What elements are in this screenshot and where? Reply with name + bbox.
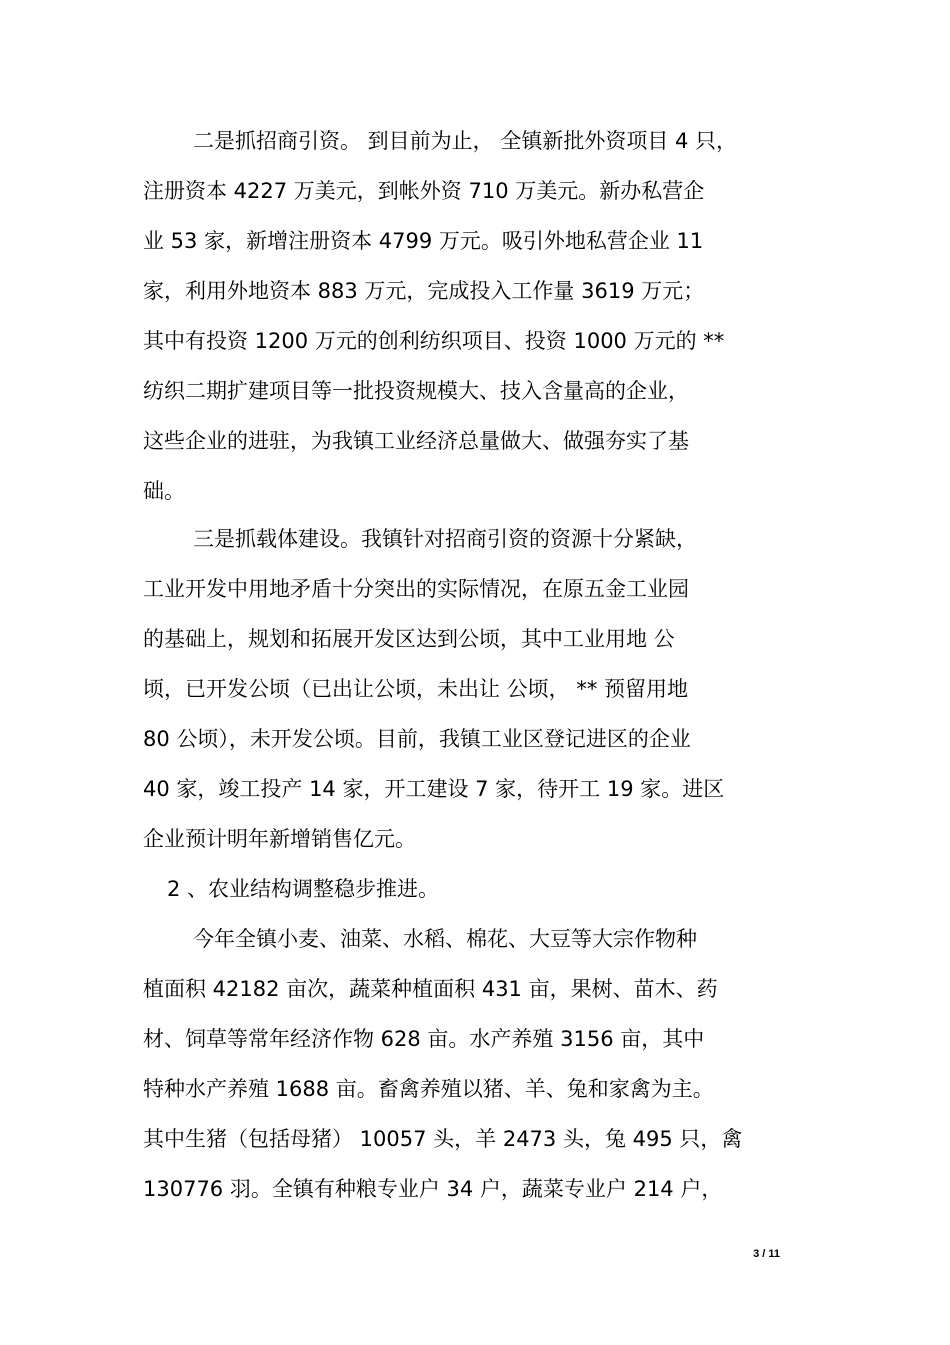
text-line: 纺织二期扩建项目等一批投资规模大、技入含量高的企业， bbox=[143, 379, 689, 403]
section-heading: 2 、农业结构调整稳步推进。 bbox=[167, 877, 440, 901]
text-line: 130776 羽。全镇有种粮专业户 34 户，蔬菜专业户 214 户， bbox=[143, 1177, 723, 1201]
text-line: 其中有投资 1200 万元的创利纺织项目、投资 1000 万元的 ** bbox=[143, 329, 725, 353]
text-line: 注册资本 4227 万美元，到帐外资 710 万美元。新办私营企 bbox=[143, 179, 705, 203]
text-line: 80 公顷），未开发公顷。目前，我镇工业区登记进区的企业 bbox=[143, 727, 691, 751]
text-line: 企业预计明年新增销售亿元。 bbox=[143, 827, 416, 851]
text-line: 二是抓招商引资。 到目前为止， 全镇新批外资项目 4 只， bbox=[193, 129, 738, 153]
text-line: 材、饲草等常年经济作物 628 亩。水产养殖 3156 亩，其中 bbox=[143, 1027, 705, 1051]
text-line: 业 53 家，新增注册资本 4799 万元。吸引外地私营企业 11 bbox=[143, 229, 704, 253]
text-line: 的基础上，规划和拓展开发区达到公顷，其中工业用地 公 bbox=[143, 627, 675, 651]
text-line: 家，利用外地资本 883 万元，完成投入工作量 3619 万元； bbox=[143, 279, 705, 303]
text-line: 顷，已开发公顷（已出让公顷，未出让 公顷， ** 预留用地 bbox=[143, 677, 689, 701]
text-line: 今年全镇小麦、油菜、水稻、棉花、大豆等大宗作物种 bbox=[193, 927, 697, 951]
text-line: 这些企业的进驻，为我镇工业经济总量做大、做强夯实了基 bbox=[143, 429, 689, 453]
text-line: 植面积 42182 亩次，蔬菜种植面积 431 亩，果树、苗木、药 bbox=[143, 977, 718, 1001]
page-number: 3 / 11 bbox=[753, 1248, 780, 1260]
text-line: 其中生猪（包括母猪） 10057 头，羊 2473 头，兔 495 只，禽 bbox=[143, 1127, 743, 1151]
text-line: 特种水产养殖 1688 亩。畜禽养殖以猪、羊、兔和家禽为主。 bbox=[143, 1077, 714, 1101]
text-line: 工业开发中用地矛盾十分突出的实际情况，在原五金工业园 bbox=[143, 577, 689, 601]
text-line: 三是抓载体建设。我镇针对招商引资的资源十分紧缺， bbox=[193, 527, 697, 551]
text-line: 40 家，竣工投产 14 家，开工建设 7 家，待开工 19 家。进区 bbox=[143, 777, 725, 801]
text-line: 础。 bbox=[143, 479, 185, 503]
